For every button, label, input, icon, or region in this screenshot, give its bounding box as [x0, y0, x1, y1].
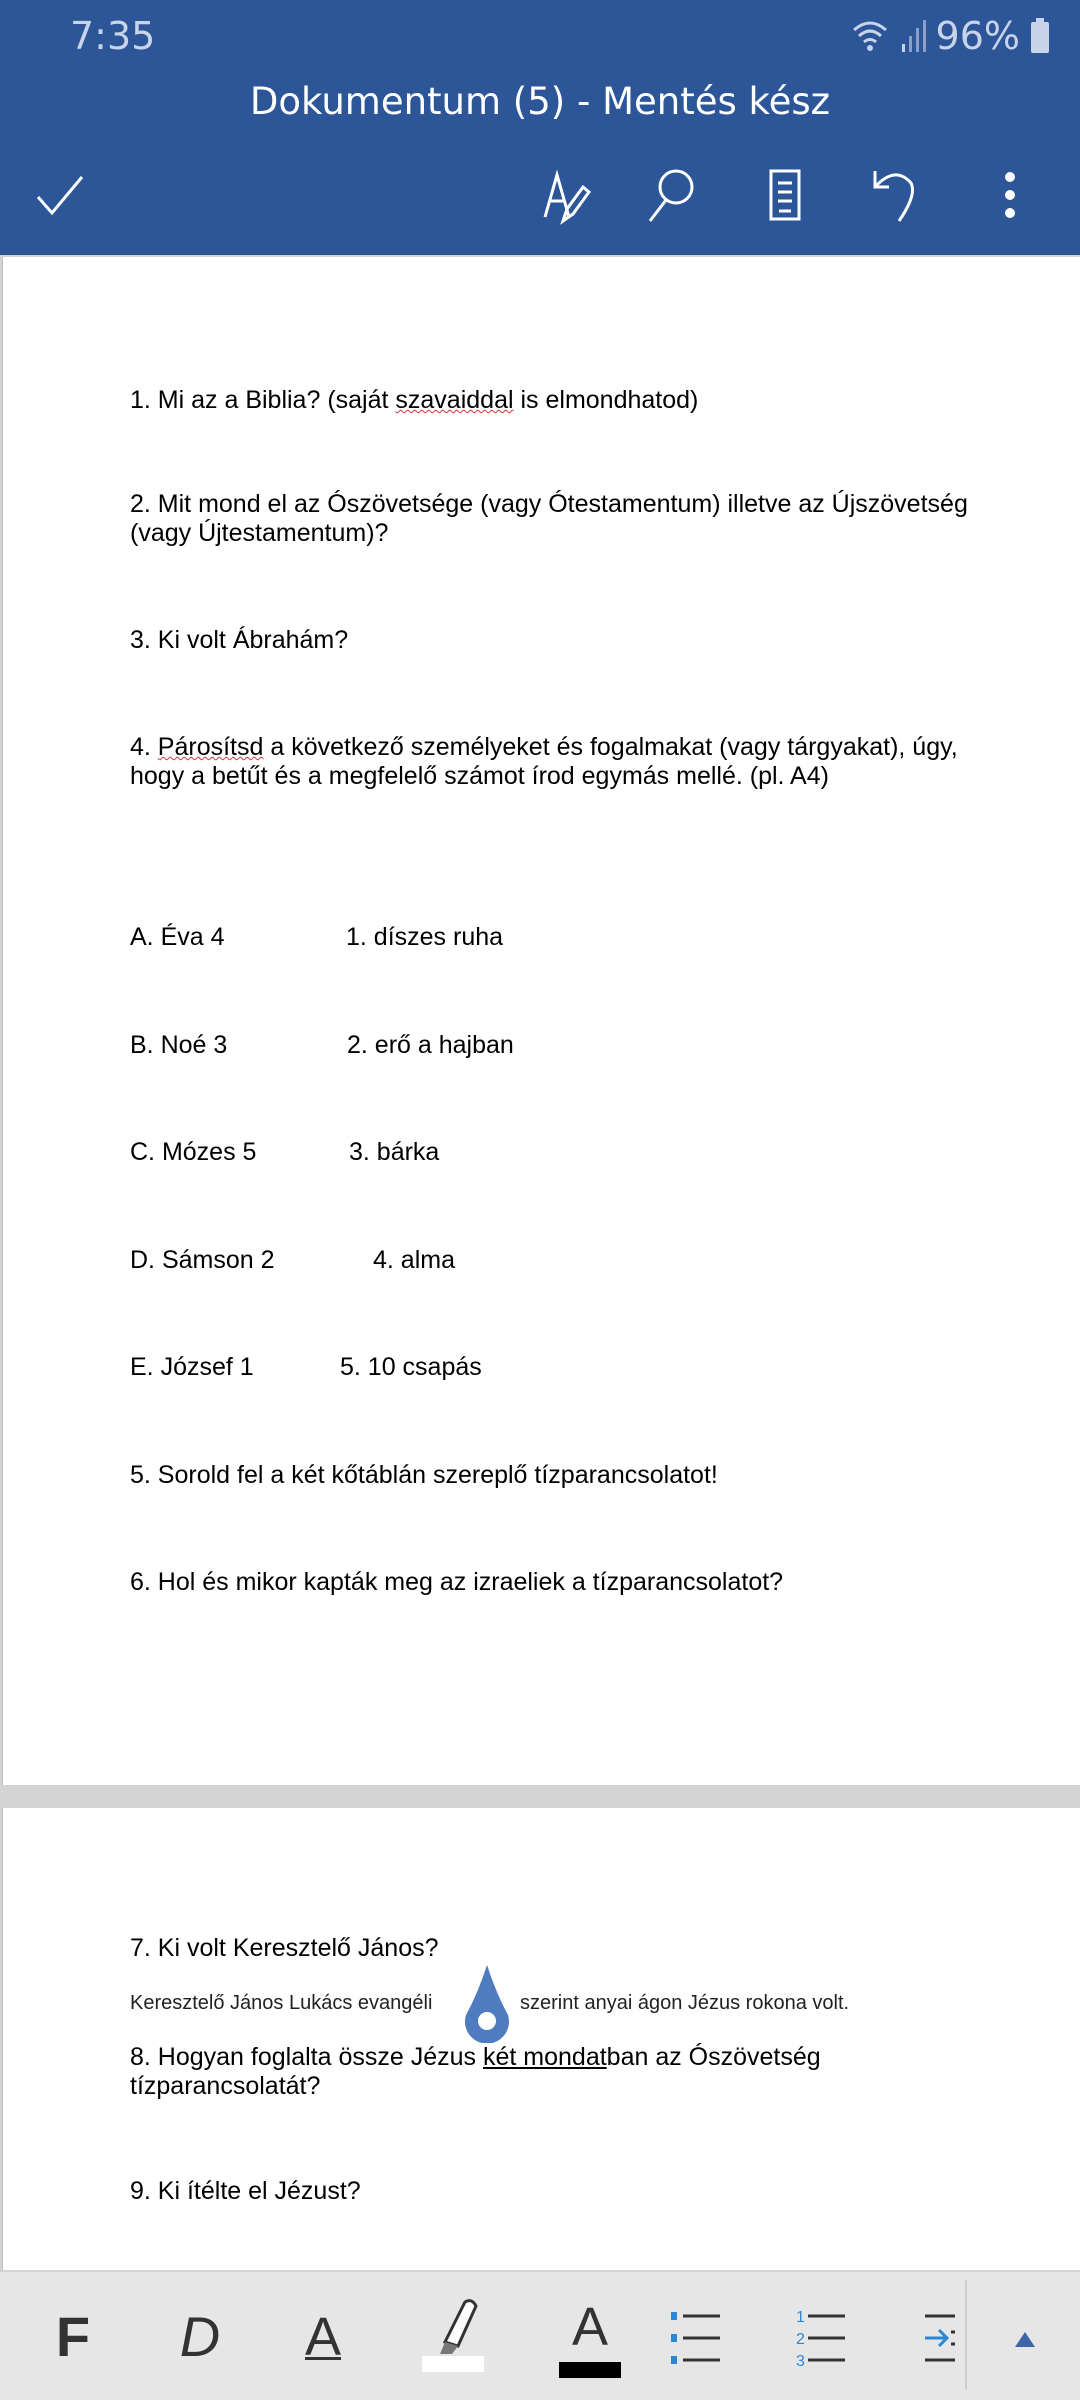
battery-percent: 96%	[935, 14, 1020, 58]
question-4-line-1	[130, 733, 958, 762]
mobile-view-icon[interactable]	[755, 165, 815, 225]
pair-right: 5. 10 csapás	[340, 1353, 482, 1381]
battery-icon	[1030, 18, 1050, 54]
question-number: 4.	[130, 733, 158, 761]
question-1	[130, 386, 698, 415]
question-text: ban az Ószövetség	[606, 2043, 821, 2071]
underlined-text: két mondat	[482, 2043, 607, 2071]
pair-left: D. Sámson 2	[130, 1246, 275, 1274]
draw-icon[interactable]	[535, 165, 595, 225]
question-3: 3. Ki volt Ábrahám?	[130, 626, 349, 654]
numbering-button[interactable]	[790, 2292, 880, 2382]
pair-right: 2. erő a hajban	[347, 1031, 514, 1059]
pair-left: A. Éva 4	[130, 923, 225, 951]
question-9: 9. Ki ítélte el Jézust?	[130, 2177, 361, 2205]
answer-7-part-1: Keresztelő János Lukács evangéli	[130, 1992, 433, 2014]
question-4-line-2: hogy a betűt és a megfelelő számot írod egymás mellé. (pl. A4)	[130, 762, 829, 790]
search-icon[interactable]	[640, 165, 700, 225]
document-page-1[interactable]	[2, 257, 1080, 1785]
pair-right: 1. díszes ruha	[346, 923, 504, 951]
italic-button[interactable]: D	[179, 2305, 221, 2368]
pair-right: 4. alma	[373, 1246, 455, 1274]
toolbar-divider	[965, 2280, 967, 2390]
question-text: is elmondhatod)	[513, 386, 699, 414]
font-color-button[interactable]	[545, 2292, 635, 2382]
question-text: 8. Hogyan foglalta össze Jézus	[130, 2043, 483, 2071]
font-color-letter: A	[571, 2297, 609, 2357]
more-icon[interactable]	[980, 165, 1040, 225]
app-header	[0, 0, 1080, 255]
text-cursor-handle[interactable]	[462, 1963, 512, 2043]
pair-left: B. Noé 3	[130, 1031, 228, 1059]
check-icon[interactable]	[30, 165, 90, 225]
bold-button[interactable]: F	[55, 2305, 91, 2368]
font-color-swatch	[559, 2362, 621, 2378]
question-2-line-2: (vagy Újtestamentum)?	[130, 519, 389, 547]
undo-icon[interactable]	[865, 165, 925, 225]
answer-7-part-2: szerint anyai ágon Jézus rokona volt.	[520, 1992, 850, 2014]
signal-icon	[900, 18, 926, 54]
svg-text:3: 3	[796, 2353, 805, 2370]
svg-text:2: 2	[796, 2331, 805, 2348]
wifi-icon	[850, 18, 890, 54]
status-time: 7:35	[70, 14, 156, 58]
expand-button[interactable]	[980, 2292, 1070, 2382]
question-2-line-1: 2. Mit mond el az Ószövetsége (vagy Ótestamentum) illetve az Újszövetség	[130, 490, 968, 518]
question-8-line-1	[130, 2043, 821, 2072]
misspelled-word[interactable]: Párosítsd	[157, 733, 264, 761]
pair-right: 3. bárka	[349, 1138, 440, 1166]
question-8-line-2: tízparancsolatát?	[130, 2072, 321, 2100]
document-title: Dokumentum (5) - Mentés kész	[249, 80, 831, 123]
formatting-toolbar	[0, 2272, 1080, 2400]
question-7: 7. Ki volt Keresztelő János?	[130, 1934, 439, 1962]
misspelled-word[interactable]: szavaiddal	[395, 386, 514, 414]
pair-left: E. József 1	[130, 1353, 254, 1381]
question-6: 6. Hol és mikor kapták meg az izraeliek a tízparancsolatot?	[130, 1568, 784, 1596]
highlight-button[interactable]	[410, 2292, 500, 2382]
bullets-button[interactable]	[665, 2292, 755, 2382]
svg-text:1: 1	[796, 2309, 805, 2326]
pair-left: C. Mózes 5	[130, 1138, 257, 1166]
question-text: 1. Mi az a Biblia? (saját	[130, 386, 396, 414]
question-text: a következő személyeket és fogalmakat (vagy tárgyakat), úgy,	[263, 733, 958, 761]
status-icons	[850, 14, 1050, 58]
question-5: 5. Sorold fel a két kőtáblán szereplő tízparancsolatot!	[130, 1461, 718, 1489]
underline-button[interactable]: A	[304, 2307, 342, 2367]
